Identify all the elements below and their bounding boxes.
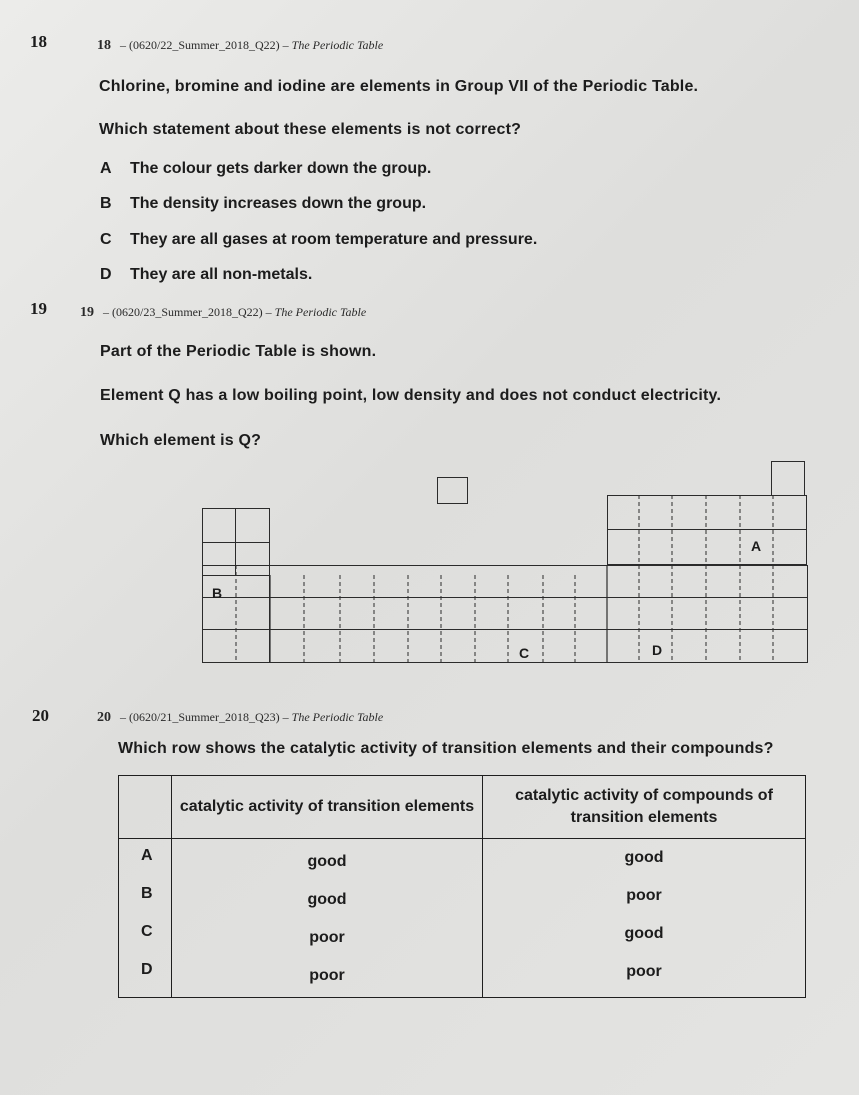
row-c-elements: poor: [309, 929, 345, 946]
question-18-topic: The Periodic Table: [291, 38, 384, 52]
table-cell: [202, 508, 236, 543]
question-18-option-a[interactable]: [100, 160, 431, 178]
table-body: [119, 839, 806, 998]
row-a-letter: A: [141, 847, 153, 864]
option-text: They are all non-metals.: [130, 266, 313, 283]
option-letter: A: [100, 160, 112, 177]
row-d-compounds: poor: [626, 963, 662, 980]
question-19-number: 19: [30, 299, 47, 318]
table-cell: [235, 542, 270, 576]
element-label-a: A: [751, 538, 762, 554]
element-label-c: C: [519, 645, 530, 661]
row-b-elements: good: [307, 891, 347, 908]
header-compounds: catalytic activity of compounds of transition elements: [483, 776, 806, 839]
catalytic-activity-table: [118, 775, 806, 998]
period-6: [202, 629, 808, 663]
question-19-stem: Part of the Periodic Table is shown.: [100, 343, 377, 360]
option-letter: C: [100, 231, 112, 248]
question-19-description: Element Q has a low boiling point, low density and does not conduct electricity.: [100, 387, 722, 404]
p-block-row-2: [607, 495, 807, 530]
row-d-elements: poor: [309, 967, 345, 984]
table-cell: [202, 542, 236, 576]
question-19-source: 19 – (0620/23_Summer_2018_Q22) – The Periodic Table: [80, 305, 367, 320]
row-a-elements: good: [307, 853, 347, 870]
p-block-row-3: [607, 529, 807, 565]
question-18-prompt-suffix: correct?: [455, 121, 522, 138]
question-18-prompt: [99, 121, 521, 139]
helium-box: [771, 461, 805, 496]
question-18-code: (0620/22_Summer_2018_Q22): [129, 38, 280, 52]
option-text: The colour gets darker down the group.: [130, 160, 432, 177]
header-elements: catalytic activity of transition elements: [172, 776, 483, 839]
question-18-option-d[interactable]: [100, 266, 312, 284]
question-18-option-c[interactable]: [100, 231, 537, 249]
option-text: They are all gases at room temperature and pressure.: [130, 231, 538, 248]
question-20-source: 20 – (0620/21_Summer_2018_Q23) – The Periodic Table: [97, 710, 384, 725]
row-c-letter: C: [141, 923, 153, 940]
question-18-number: 18: [30, 32, 47, 51]
row-d-letter: D: [141, 961, 153, 978]
option-letter: B: [100, 195, 112, 212]
row-a-compounds: good: [624, 849, 664, 866]
question-19-inline-number: 19: [80, 305, 94, 320]
element-label-d: D: [652, 642, 663, 658]
option-text: The density increases down the group.: [130, 195, 427, 212]
row-c-compounds: good: [624, 925, 664, 942]
question-20-code: (0620/21_Summer_2018_Q23): [129, 710, 280, 724]
question-19-code: (0620/23_Summer_2018_Q22): [112, 305, 263, 319]
question-20-number: 20: [32, 706, 49, 725]
question-18-stem: Chlorine, bromine and iodine are elements in Group VII of the Periodic Table.: [99, 78, 699, 95]
question-20-prompt: Which row shows the catalytic activity of transition elements and their compounds?: [118, 740, 774, 757]
question-19-prompt: Which element is Q?: [100, 432, 262, 449]
table-header-row: [119, 776, 806, 839]
question-18-source: 18 – (0620/22_Summer_2018_Q22) – The Periodic Table: [97, 38, 384, 53]
question-19-topic: The Periodic Table: [274, 305, 367, 319]
option-letter: D: [100, 266, 112, 283]
period-4: [202, 565, 808, 598]
row-b-letter: B: [141, 885, 153, 902]
row-b-compounds: poor: [626, 887, 662, 904]
element-label-b: B: [212, 585, 223, 601]
s-block-lower: [202, 565, 270, 663]
period-5: [202, 597, 808, 630]
question-20-topic: The Periodic Table: [291, 710, 384, 724]
question-18-inline-number: 18: [97, 38, 111, 53]
question-18-prompt-emphasis: not: [425, 121, 451, 138]
question-18-option-b[interactable]: [100, 195, 426, 213]
table-cell: [235, 508, 270, 543]
question-18-prompt-prefix: Which statement about these elements is: [99, 121, 421, 138]
question-20-inline-number: 20: [97, 710, 111, 725]
hydrogen-box: [437, 477, 468, 504]
